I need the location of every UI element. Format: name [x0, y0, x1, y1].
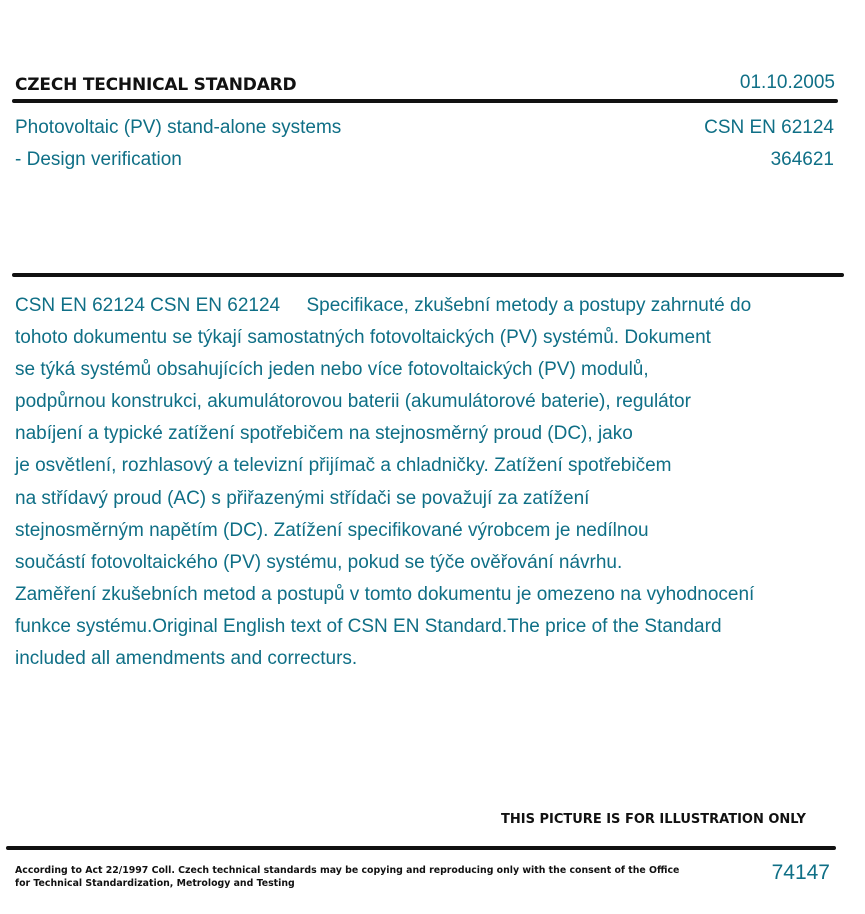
catalog-number: 74147	[771, 861, 830, 884]
copyright-notice-line: According to Act 22/1997 Coll. Czech technical standards may be copying and reproducing only with the consent of the Office	[15, 865, 680, 876]
copyright-notice	[15, 864, 679, 890]
description-line: Zaměření zkušebních metod a postupů v tomto dokumentu je omezeno na vyhodnocení	[15, 583, 755, 605]
footer-divider	[6, 846, 836, 850]
standard-code: CSN EN 62124	[704, 117, 834, 138]
document-type-title: CZECH TECHNICAL STANDARD	[15, 75, 297, 95]
description-line: je osvětlení, rozhlasový a televizní přijímač a chladničky. Zatížení spotřebičem	[15, 455, 672, 477]
section-divider	[12, 273, 844, 277]
description-line: tohoto dokumentu se týkají samostatných fotovoltaických (PV) systémů. Dokument	[15, 327, 711, 349]
standard-title-line-1: Photovoltaic (PV) stand-alone systems	[15, 117, 342, 138]
description-line: na střídavý proud (AC) s přiřazenými střídači se považují za zatížení	[15, 487, 590, 509]
description-line: funkce systému.Original English text of CSN EN Standard.The price of the Standard	[15, 615, 722, 637]
copyright-notice-line: for Technical Standardization, Metrology and Testing	[15, 878, 295, 889]
description-line: se týká systémů obsahujících jeden nebo více fotovoltaických (PV) modulů,	[15, 359, 649, 381]
description-text	[15, 290, 860, 675]
standard-title-line-2: - Design verification	[15, 149, 182, 170]
issue-date: 01.10.2005	[739, 72, 835, 93]
description-line: součástí fotovoltaického (PV) systému, pokud se týče ověřování návrhu.	[15, 551, 623, 573]
description-line: podpůrnou konstrukci, akumulátorovou baterii (akumulátorové baterie), regulátor	[15, 391, 691, 413]
description-line: stejnosměrným napětím (DC). Zatížení specifikované výrobcem je nedílnou	[15, 519, 649, 541]
description-line: nabíjení a typické zatížení spotřebičem na stejnosměrný proud (DC), jako	[15, 423, 633, 445]
header-divider	[12, 99, 838, 103]
illustration-disclaimer: THIS PICTURE IS FOR ILLUSTRATION ONLY	[501, 812, 806, 827]
description-line: included all amendments and correcturs.	[15, 648, 358, 670]
classification-number: 364621	[770, 149, 834, 170]
description-line: CSN EN 62124 CSN EN 62124 Specifikace, zkušební metody a postupy zahrnuté do	[15, 295, 752, 316]
